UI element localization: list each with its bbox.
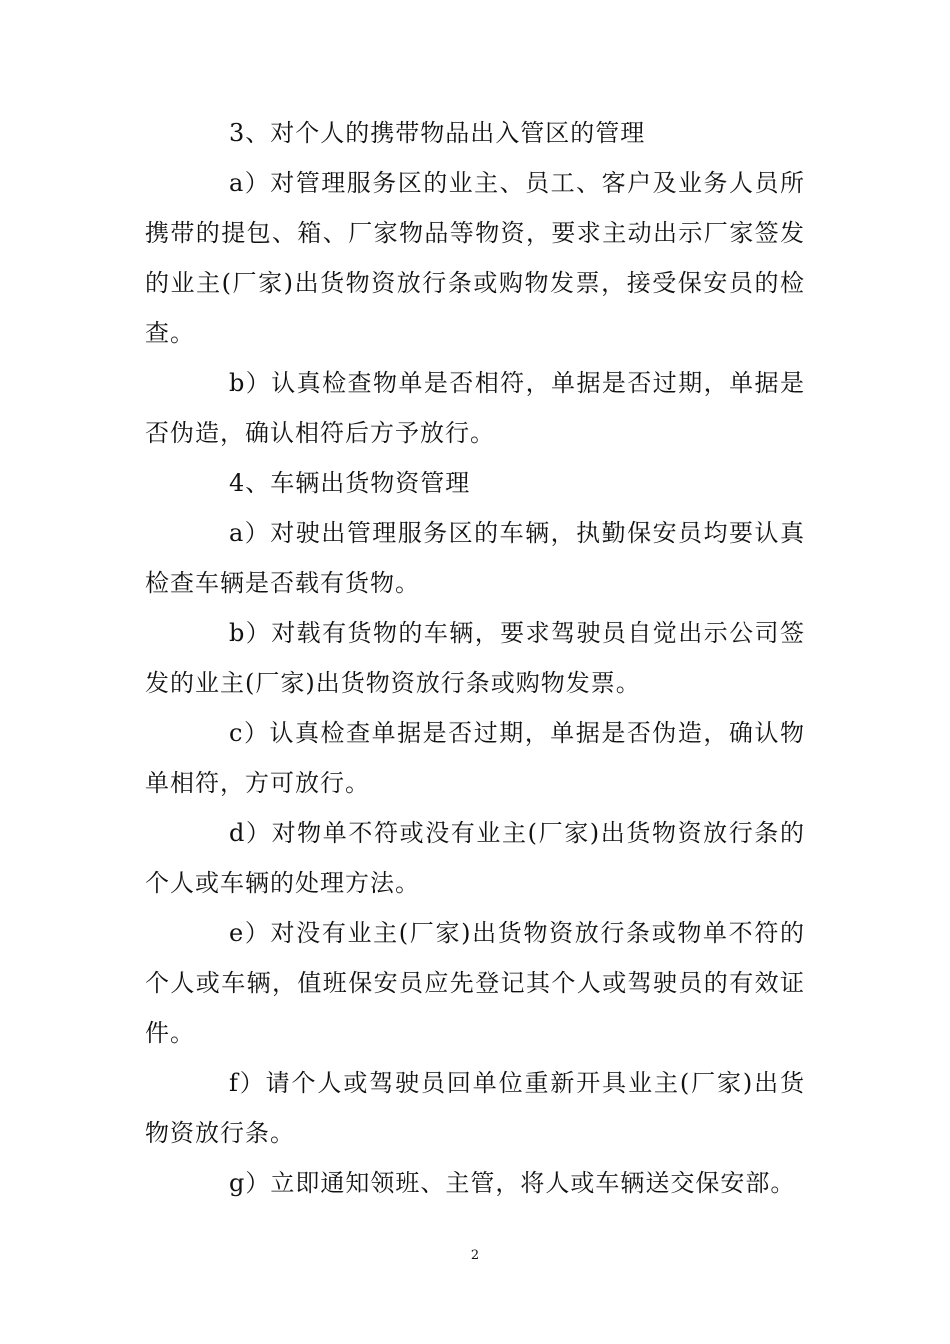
page-number: 2 <box>470 1248 480 1263</box>
section-heading-personal-items: 3、对个人的携带物品出入管区的管理 <box>229 119 646 147</box>
paragraph-vehicle-a: a）对驶出管理服务区的车辆，执勤保安员均要认真检查车辆是否载有货物。 <box>145 519 805 597</box>
paragraph-vehicle-d: d）对物单不符或没有业主(厂家)出货物资放行条的个人或车辆的处理方法。 <box>145 819 805 897</box>
paragraph-vehicle-g: g）立即通知领班、主管，将人或车辆送交保安部。 <box>229 1169 796 1197</box>
section-heading-vehicle-goods: 4、车辆出货物资管理 <box>229 469 471 497</box>
paragraph-vehicle-b: b）对载有货物的车辆，要求驾驶员自觉出示公司签发的业主(厂家)出货物资放行条或购物发票。 <box>145 619 805 697</box>
paragraph-vehicle-e: e）对没有业主(厂家)出货物资放行条或物单不符的个人或车辆，值班保安员应先登记其个人或驾驶员的有效证件。 <box>145 919 805 1047</box>
document-body <box>145 108 805 1208</box>
paragraph-vehicle-f: f）请个人或驾驶员回单位重新开具业主(厂家)出货物资放行条。 <box>145 1069 805 1147</box>
paragraph-vehicle-c: c）认真检查单据是否过期，单据是否伪造，确认物单相符，方可放行。 <box>145 719 805 797</box>
paragraph-item-b: b）认真检查物单是否相符，单据是否过期，单据是否伪造，确认相符后方予放行。 <box>145 369 805 447</box>
paragraph-item-a: a）对管理服务区的业主、员工、客户及业务人员所携带的提包、箱、厂家物品等物资，要求主动出示厂家签发的业主(厂家)出货物资放行条或购物发票，接受保安员的检查。 <box>145 169 805 347</box>
